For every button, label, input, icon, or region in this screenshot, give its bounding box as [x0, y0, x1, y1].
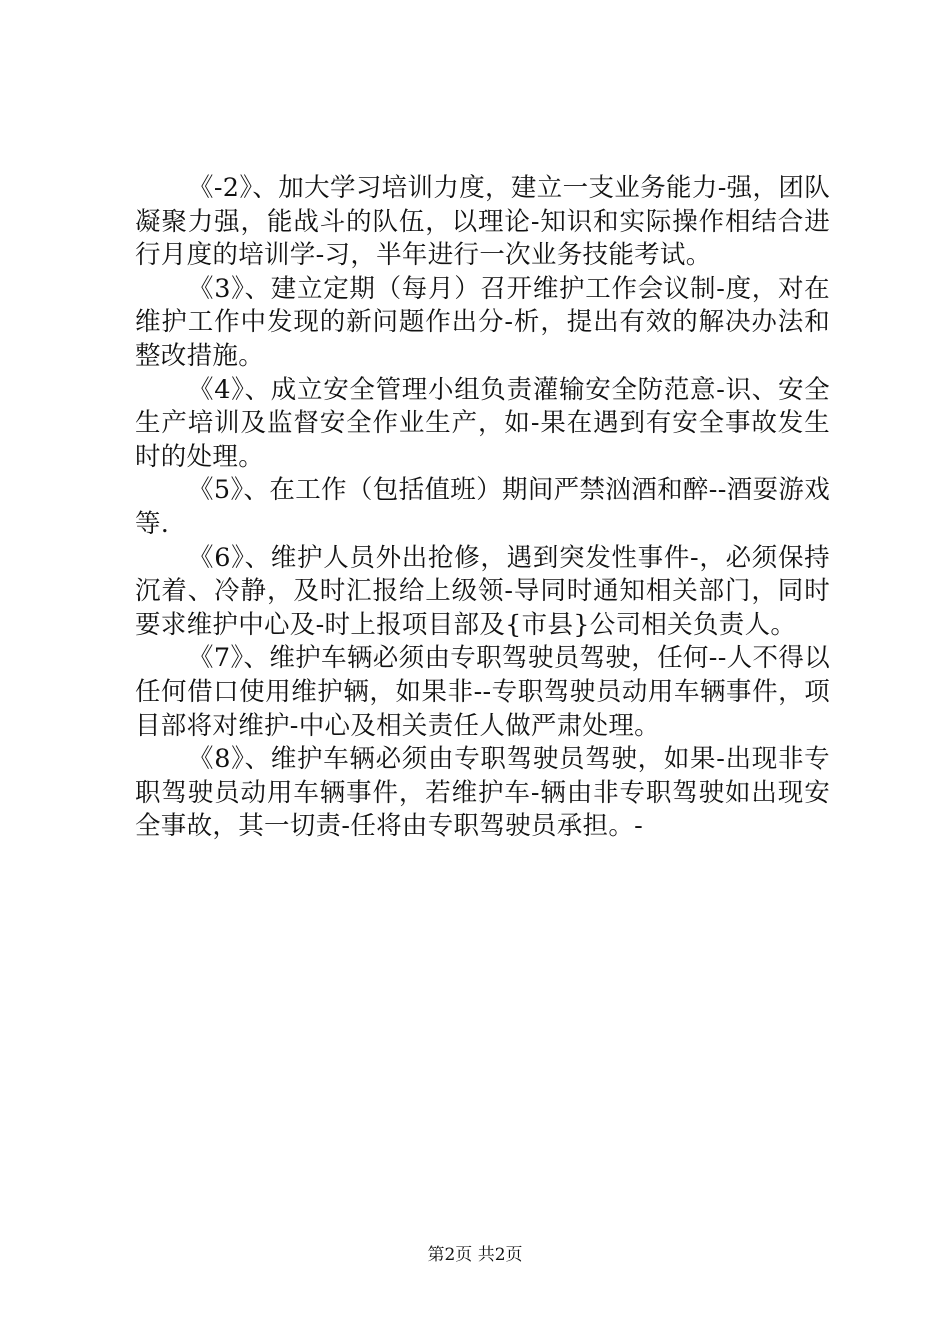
paragraph-item-3: 《3》、建立定期（每月）召开维护工作会议制-度，对在维护工作中发现的新问题作出分-析，提出有效的解决办法和整改措施。: [135, 273, 830, 371]
paragraph-item-7: 《7》、维护车辆必须由专职驾驶员驾驶，任何--人不得以任何借口使用维护辆，如果非--专职驾驶员动用车辆事件，项目部将对维护-中心及相关责任人做严肃处理。: [135, 643, 830, 741]
paragraph-item-2: 《-2》、加大学习培训力度，建立一支业务能力-强，团队凝聚力强，能战斗的队伍，以理论-知识和实际操作相结合进行月度的培训学-习，半年进行一次业务技能考试。: [135, 173, 830, 271]
document-body: [135, 172, 830, 844]
paragraph-item-8: 《8》、维护车辆必须由专职驾驶员驾驶，如果-出现非专职驾驶员动用车辆事件，若维护车-辆由非专职驾驶如出现安全事故，其一切责-任将由专职驾驶员承担。-: [135, 744, 830, 842]
page-number-footer: 第2页 共2页: [427, 1245, 523, 1265]
paragraph-item-5: 《5》、在工作（包括值班）期间严禁汹酒和醉--酒耍游戏等.: [135, 475, 830, 539]
paragraph-item-4: 《4》、成立安全管理小组负责灌输安全防范意-识、安全生产培训及监督安全作业生产，如-果在遇到有安全事故发生时的处理。: [135, 374, 830, 472]
paragraph-item-6: 《6》、维护人员外出抢修，遇到突发性事件-，必须保持沉着、冷静，及时汇报给上级领-导同时通知相关部门，同时要求维护中心及-时上报项目部及{市县}公司相关负责人。: [135, 542, 830, 640]
